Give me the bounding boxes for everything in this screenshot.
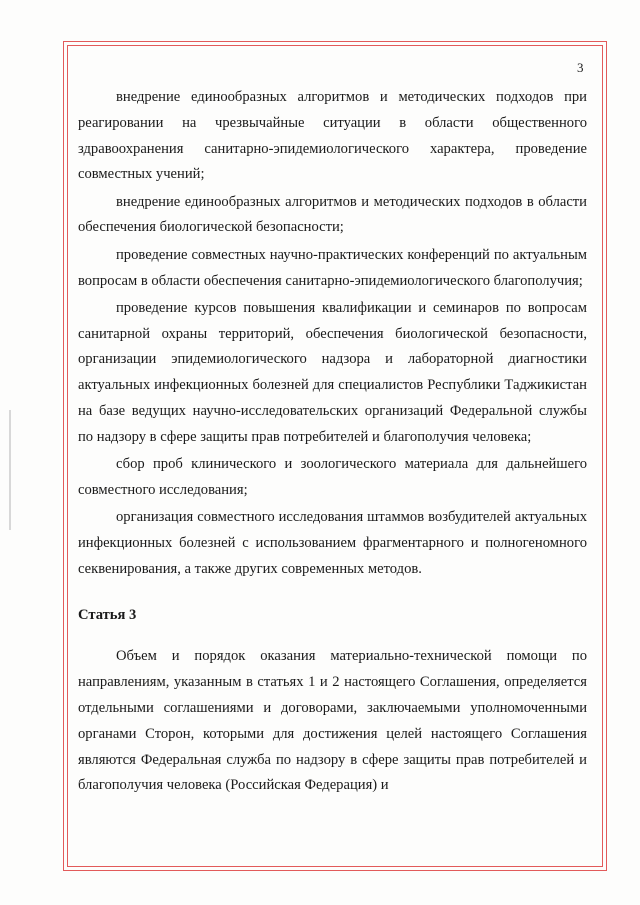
list-item: организация совместного исследования штаммов возбудителей актуальных инфекционных болезней с использованием фрагментарного и полногеномного секвенирования, а также других современных методов. xyxy=(78,509,587,577)
scan-artifact xyxy=(9,410,11,530)
article-heading: Статья 3 xyxy=(78,606,137,623)
list-item: проведение совместных научно-практических конференций по актуальным вопросам в области обеспечения санитарно-эпидемиологического благополучия; xyxy=(78,246,587,289)
page-number: 3 xyxy=(577,60,584,75)
list-item: сбор проб клинического и зоологического материала для дальнейшего совместного исследования; xyxy=(78,456,587,498)
list-item: внедрение единообразных алгоритмов и методических подходов при реагировании на чрезвычайные ситуации в области общественного здравоохранения санитарно-эпидемиологического характера, проведение совместных учений; xyxy=(78,89,587,183)
article-paragraph: Объем и порядок оказания материально-технической помощи по направлениям, указанным в статьях 1 и 2 настоящего Соглашения, определяется отдельными соглашениями и договорами, заключаемыми уполномоченными органами Сторон, которыми для достижения целей настоящего Соглашения являются Федеральная служба по надзору в сфере защиты прав потребителей и благополучия человека (Российская Федерация) и xyxy=(78,648,587,794)
list-item: внедрение единообразных алгоритмов и методических подходов в области обеспечения биологической безопасности; xyxy=(78,193,587,236)
document-body xyxy=(78,85,587,799)
list-item: проведение курсов повышения квалификации и семинаров по вопросам санитарной охраны территорий, обеспечения биологической безопасности, организации эпидемиологического надзора и лабораторной диагностики актуальных инфекционных болезней для специалистов Республики Таджикистан на базе ведущих научно-исследовательских организаций Федеральной службы по надзору в сфере защиты прав потребителей и благополучия человека; xyxy=(78,299,587,445)
